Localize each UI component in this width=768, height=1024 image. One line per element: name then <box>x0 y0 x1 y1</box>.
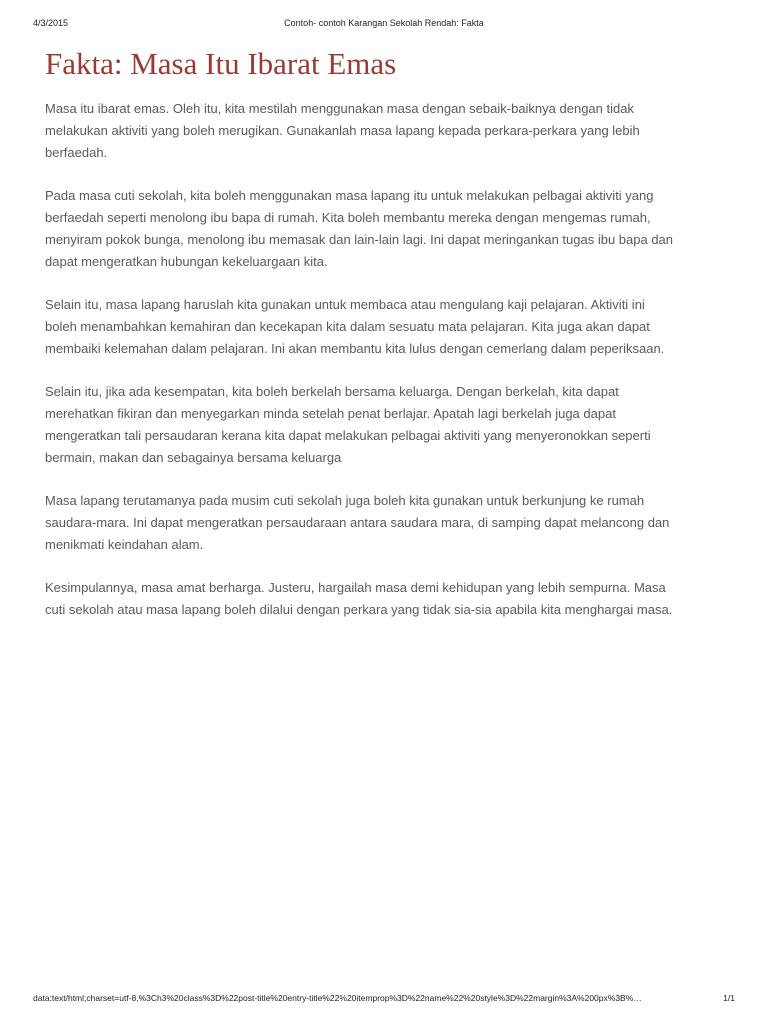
print-doc-title: Contoh- contoh Karangan Sekolah Rendah: Fakta <box>284 18 484 28</box>
print-footer <box>33 993 735 1007</box>
post-title: Fakta: Masa Itu Ibarat Emas <box>45 46 397 81</box>
print-url: data:text/html;charset=utf-8,%3Ch3%20class%3D%22post-title%20entry-title%22%20itemprop%3D%22name%22%20style%3D%22margin%3A%200px%3B%… <box>33 993 642 1003</box>
print-date: 4/3/2015 <box>33 18 69 28</box>
print-page-number: 1/1 <box>723 993 735 1003</box>
print-header <box>33 18 735 32</box>
post-paragraph: Selain itu, jika ada kesempatan, kita boleh berkelah bersama keluarga. Dengan berkelah, kita dapat merehatkan fikiran dan menyegarkan minda setelah penat berlajar. Apatah lagi berkelah juga dapat mengeratkan tali persaudaran kerana kita dapat melakukan pelbagai aktiviti yang menyeronokkan seperti bermain, makan dan sebagainya bersama keluarga <box>45 384 651 465</box>
post-paragraph: Masa itu ibarat emas. Oleh itu, kita mestilah menggunakan masa dengan sebaik-baiknya dengan tidak melakukan aktiviti yang boleh merugikan. Gunakanlah masa lapang kepada perkara-perkara yang lebih berfaedah. <box>45 101 640 160</box>
post-content <box>45 44 675 642</box>
post-paragraph: Masa lapang terutamanya pada musim cuti sekolah juga boleh kita gunakan untuk berkunjung ke rumah saudara-mara. Ini dapat mengeratkan persaudaraan antara saudara mara, di samping dapat melancong dan menikmati keindahan alam. <box>45 493 670 552</box>
post-paragraph: Pada masa cuti sekolah, kita boleh menggunakan masa lapang itu untuk melakukan pelbagai aktiviti yang berfaedah seperti menolong ibu bapa di rumah. Kita boleh membantu mereka dengan mengemas rumah, menyiram pokok bunga, menolong ibu memasak dan lain-lain lagi. Ini dapat meringankan tugas ibu bapa dan dapat mengeratkan hubungan kekeluargaan kita. <box>45 188 674 269</box>
post-paragraph: Selain itu, masa lapang haruslah kita gunakan untuk membaca atau mengulang kaji pelajaran. Aktiviti ini boleh menambahkan kemahiran dan kecekapan kita dalam sesuatu mata pelajaran. Kita juga akan dapat membaiki kelemahan dalam pelajaran. Ini akan membantu kita lulus dengan cemerlang dalam peperiksaan. <box>45 297 665 356</box>
post-paragraph: Kesimpulannya, masa amat berharga. Justeru, hargailah masa demi kehidupan yang lebih sempurna. Masa cuti sekolah atau masa lapang boleh dilalui dengan perkara yang tidak sia-sia apabila kita menghargai masa. <box>45 580 673 617</box>
